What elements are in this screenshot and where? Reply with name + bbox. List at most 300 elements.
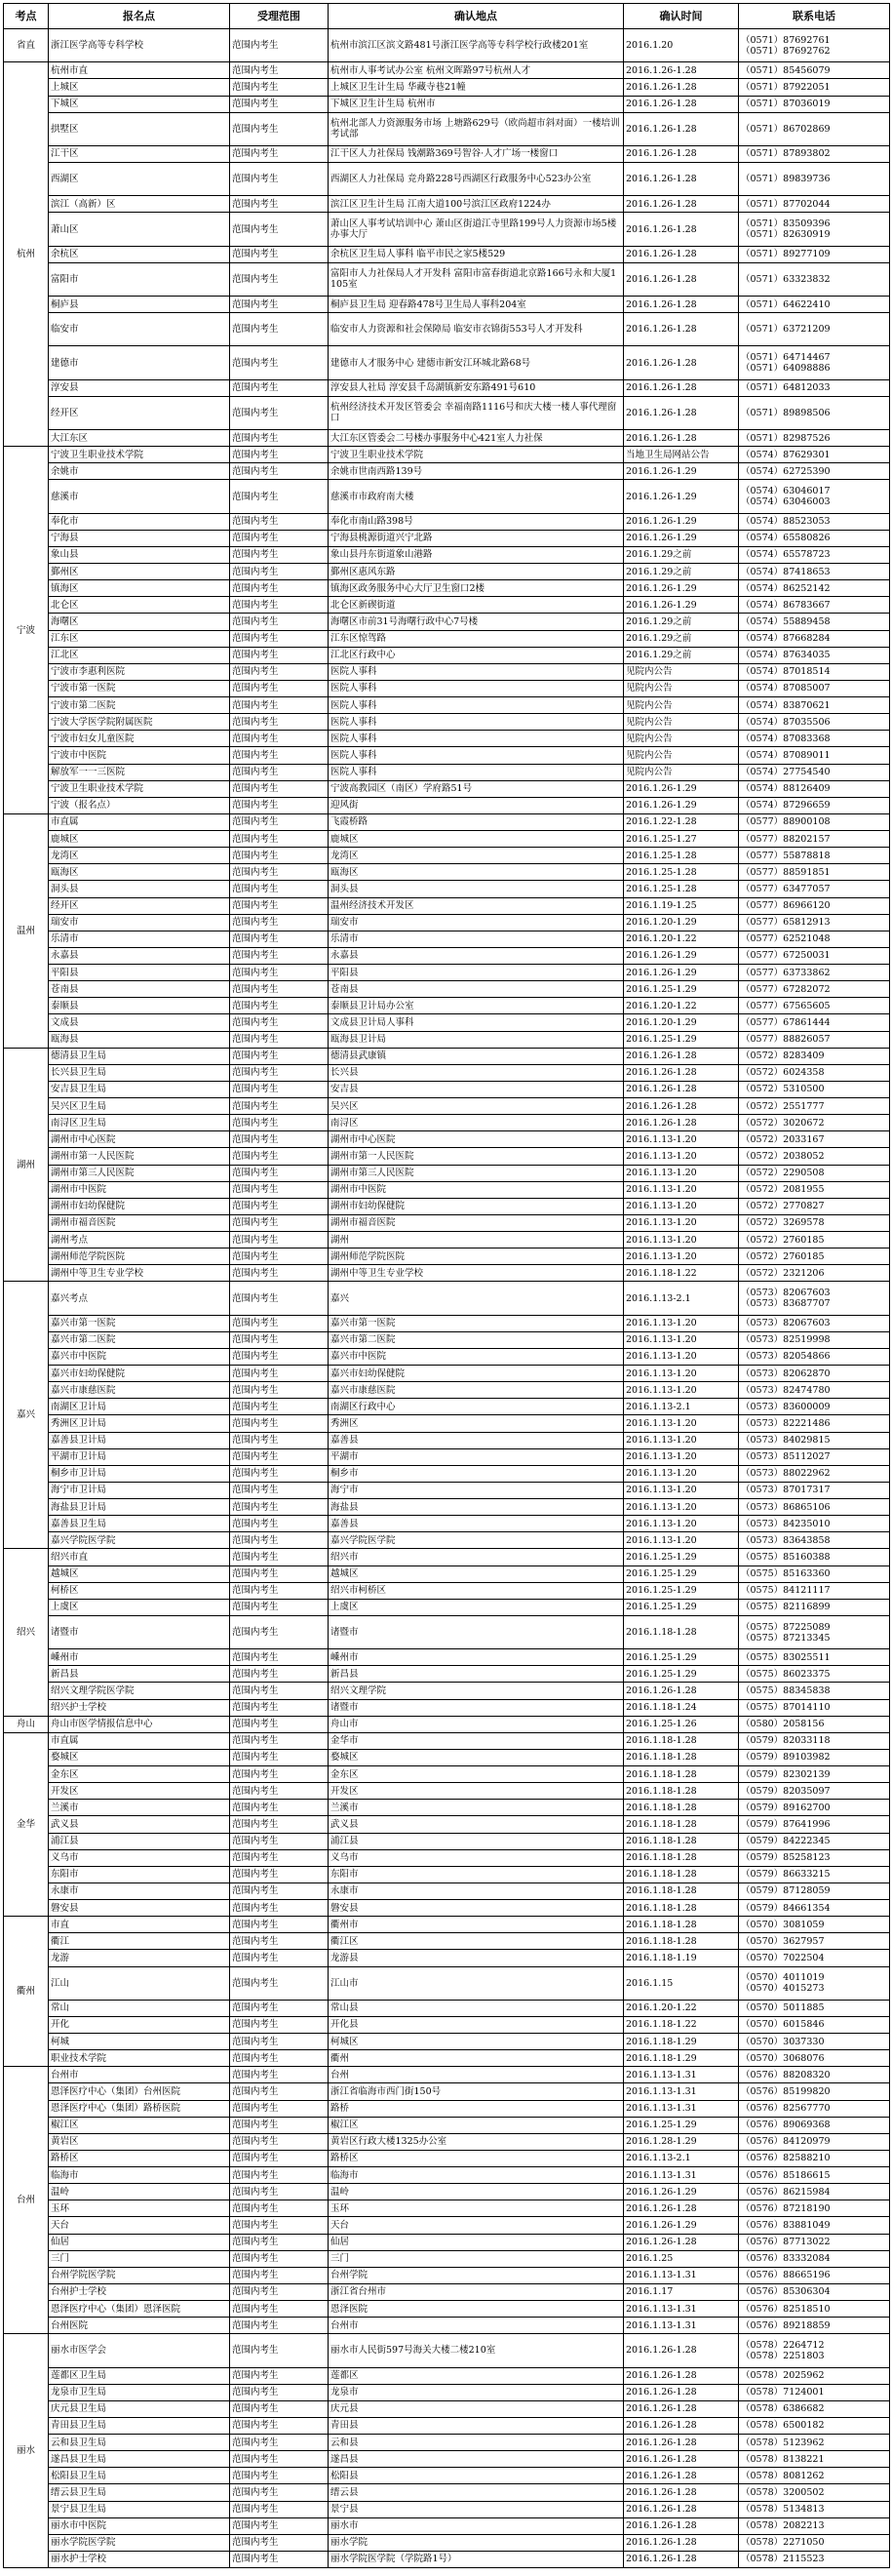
shijian-cell: 2016.1.25-1.29 bbox=[624, 1565, 739, 1582]
baomingdian-cell: 泰顺县 bbox=[49, 998, 230, 1014]
didian-cell: 云和县 bbox=[329, 2435, 624, 2451]
didian-cell: 余姚市世南西路139号 bbox=[329, 463, 624, 480]
didian-cell: 恩泽医院 bbox=[329, 2301, 624, 2318]
baomingdian-cell: 台州市 bbox=[49, 2067, 230, 2083]
didian-cell: 湖州 bbox=[329, 1232, 624, 1248]
dianhua-cell: （0578）2025962 bbox=[739, 2367, 890, 2384]
baomingdian-cell: 丽水市中医院 bbox=[49, 2517, 230, 2534]
table-row bbox=[4, 2117, 890, 2133]
baomingdian-cell: 嘉兴市第一医院 bbox=[49, 1315, 230, 1331]
didian-cell: 医院人事科 bbox=[329, 731, 624, 747]
table-row bbox=[4, 1165, 890, 1181]
fanwei-cell: 范围内考生 bbox=[230, 2067, 329, 2083]
shijian-cell: 2016.1.26-1.29 bbox=[624, 463, 739, 480]
baomingdian-cell: 嘉兴市第二医院 bbox=[49, 1331, 230, 1348]
dianhua-cell: （0578）6386682 bbox=[739, 2400, 890, 2417]
didian-cell: 北仑区新碶街道 bbox=[329, 597, 624, 614]
table-row bbox=[4, 246, 890, 262]
table-row bbox=[4, 313, 890, 346]
fanwei-cell: 范围内考生 bbox=[230, 813, 329, 830]
table-row bbox=[4, 1331, 890, 1348]
table-body bbox=[4, 29, 890, 2568]
shijian-cell: 2016.1.25-1.29 bbox=[624, 1582, 739, 1599]
table-row bbox=[4, 1917, 890, 1933]
dianhua-cell: （0571）83509396 （0571）82630919 bbox=[739, 213, 890, 246]
table-row bbox=[4, 2184, 890, 2200]
baomingdian-cell: 西湖区 bbox=[49, 163, 230, 196]
table-row bbox=[4, 2517, 890, 2534]
fanwei-cell: 范围内考生 bbox=[230, 1248, 329, 1265]
header-fanwei: 受理范围 bbox=[230, 4, 329, 29]
fanwei-cell: 范围内考生 bbox=[230, 1098, 329, 1115]
shijian-cell: 2016.1.26-1.28 bbox=[624, 246, 739, 262]
fanwei-cell: 范围内考生 bbox=[230, 1198, 329, 1214]
dianhua-cell: （0575）86023375 bbox=[739, 1666, 890, 1683]
fanwei-cell: 范围内考生 bbox=[230, 1064, 329, 1081]
shijian-cell: 2016.1.28-1.29 bbox=[624, 2133, 739, 2150]
baomingdian-cell: 宁波市第二医院 bbox=[49, 697, 230, 714]
dianhua-cell: （0576）87218190 bbox=[739, 2200, 890, 2217]
baomingdian-cell: 开发区 bbox=[49, 1783, 230, 1800]
shijian-cell: 2016.1.25-1.29 bbox=[624, 1649, 739, 1666]
table-row bbox=[4, 1432, 890, 1448]
dianhua-cell: （0571）87036019 bbox=[739, 96, 890, 112]
fanwei-cell: 范围内考生 bbox=[230, 2451, 329, 2468]
fanwei-cell: 范围内考生 bbox=[230, 530, 329, 546]
table-row bbox=[4, 597, 890, 614]
table-row bbox=[4, 2050, 890, 2067]
fanwei-cell: 范围内考生 bbox=[230, 2083, 329, 2100]
fanwei-cell: 范围内考生 bbox=[230, 262, 329, 296]
didian-cell: 衢江区 bbox=[329, 1933, 624, 1950]
didian-cell: 嵊州市 bbox=[329, 1649, 624, 1666]
baomingdian-cell: 丽水市医学会 bbox=[49, 2334, 230, 2367]
fanwei-cell: 范围内考生 bbox=[230, 2133, 329, 2150]
dianhua-cell: （0574）55889458 bbox=[739, 614, 890, 630]
table-row bbox=[4, 1582, 890, 1599]
dianhua-cell: （0577）86966120 bbox=[739, 897, 890, 914]
dianhua-cell: （0573）85112027 bbox=[739, 1448, 890, 1465]
baomingdian-cell: 绍兴护士学校 bbox=[49, 1699, 230, 1716]
baomingdian-cell: 南浔区卫生局 bbox=[49, 1115, 230, 1131]
baomingdian-cell: 婺城区 bbox=[49, 1749, 230, 1765]
dianhua-cell: （0573）82054866 bbox=[739, 1348, 890, 1365]
dianhua-cell: （0570）5011885 bbox=[739, 2000, 890, 2016]
baomingdian-cell: 遂昌县卫生局 bbox=[49, 2451, 230, 2468]
dianhua-cell: （0573）82474780 bbox=[739, 1382, 890, 1399]
baomingdian-cell: 金东区 bbox=[49, 1766, 230, 1783]
fanwei-cell: 范围内考生 bbox=[230, 379, 329, 396]
shijian-cell: 2016.1.26-1.29 bbox=[624, 2217, 739, 2234]
baomingdian-cell: 永嘉县 bbox=[49, 947, 230, 964]
didian-cell: 瓯海县卫计局 bbox=[329, 1031, 624, 1048]
fanwei-cell: 范围内考生 bbox=[230, 1282, 329, 1315]
didian-cell: 玉环 bbox=[329, 2200, 624, 2217]
baomingdian-cell: 嘉善县卫生局 bbox=[49, 1516, 230, 1532]
baomingdian-cell: 嘉兴考点 bbox=[49, 1282, 230, 1315]
didian-cell: 江干区人力社保局 钱潮路369号智谷·人才广场一楼窗口 bbox=[329, 145, 624, 162]
fanwei-cell: 范围内考生 bbox=[230, 2200, 329, 2217]
dianhua-cell: （0579）86633215 bbox=[739, 1866, 890, 1882]
table-row bbox=[4, 1366, 890, 1382]
shijian-cell: 2016.1.13-1.31 bbox=[624, 2067, 739, 2083]
fanwei-cell: 范围内考生 bbox=[230, 2283, 329, 2300]
kaodian-cell: 湖州 bbox=[4, 1048, 49, 1282]
baomingdian-cell: 余杭区 bbox=[49, 246, 230, 262]
fanwei-cell: 范围内考生 bbox=[230, 1048, 329, 1064]
kaodian-cell: 舟山 bbox=[4, 1716, 49, 1732]
fanwei-cell: 范围内考生 bbox=[230, 1866, 329, 1882]
table-row bbox=[4, 1098, 890, 1115]
dianhua-cell: （0572）2321206 bbox=[739, 1265, 890, 1282]
didian-cell: 湖州师范学院医院 bbox=[329, 1248, 624, 1265]
shijian-cell: 2016.1.26-1.28 bbox=[624, 62, 739, 79]
baomingdian-cell: 富阳市 bbox=[49, 262, 230, 296]
baomingdian-cell: 淳安县 bbox=[49, 379, 230, 396]
didian-cell: 莲都区 bbox=[329, 2367, 624, 2384]
dianhua-cell: （0573）84235010 bbox=[739, 1516, 890, 1532]
shijian-cell: 2016.1.26-1.29 bbox=[624, 965, 739, 981]
dianhua-cell: （0571）85456079 bbox=[739, 62, 890, 79]
baomingdian-cell: 上城区 bbox=[49, 79, 230, 96]
dianhua-cell: （0573）82067603 bbox=[739, 1315, 890, 1331]
dianhua-cell: （0575）88345838 bbox=[739, 1683, 890, 1699]
dianhua-cell: （0578）2082213 bbox=[739, 2517, 890, 2534]
fanwei-cell: 范围内考生 bbox=[230, 1516, 329, 1532]
fanwei-cell: 范围内考生 bbox=[230, 313, 329, 346]
table-row bbox=[4, 1048, 890, 1064]
didian-cell: 桐庐县卫生局 迎春路478号卫生局人事科204室 bbox=[329, 297, 624, 313]
didian-cell: 嘉兴学院医学院 bbox=[329, 1532, 624, 1549]
shijian-cell: 2016.1.26-1.29 bbox=[624, 597, 739, 614]
table-row bbox=[4, 79, 890, 96]
baomingdian-cell: 莲都区卫生局 bbox=[49, 2367, 230, 2384]
table-row bbox=[4, 2435, 890, 2451]
kaodian-cell: 省直 bbox=[4, 29, 49, 62]
dianhua-cell: （0574）87089011 bbox=[739, 747, 890, 764]
baomingdian-cell: 江干区 bbox=[49, 145, 230, 162]
shijian-cell: 2016.1.13-1.20 bbox=[624, 1415, 739, 1432]
fanwei-cell: 范围内考生 bbox=[230, 1582, 329, 1599]
didian-cell: 镇海区政务服务中心大厅卫生窗口2楼 bbox=[329, 580, 624, 597]
didian-cell: 湖州市中心医院 bbox=[329, 1131, 624, 1148]
shijian-cell: 2016.1.26-1.29 bbox=[624, 797, 739, 813]
shijian-cell: 2016.1.13-1.31 bbox=[624, 2083, 739, 2100]
table-row bbox=[4, 1081, 890, 1097]
fanwei-cell: 范围内考生 bbox=[230, 780, 329, 797]
fanwei-cell: 范围内考生 bbox=[230, 747, 329, 764]
fanwei-cell: 范围内考生 bbox=[230, 1131, 329, 1148]
fanwei-cell: 范围内考生 bbox=[230, 1882, 329, 1899]
shijian-cell: 2016.1.13-1.31 bbox=[624, 2301, 739, 2318]
table-row bbox=[4, 831, 890, 848]
didian-cell: 富阳市人力社保局人才开发科 富阳市富春街道北京路166号永和大厦1105室 bbox=[329, 262, 624, 296]
dianhua-cell: （0573）82067603 （0573）83687707 bbox=[739, 1282, 890, 1315]
shijian-cell: 2016.1.25-1.28 bbox=[624, 864, 739, 881]
table-row bbox=[4, 1315, 890, 1331]
table-row bbox=[4, 1516, 890, 1532]
shijian-cell: 2016.1.18-1.28 bbox=[624, 1615, 739, 1648]
shijian-cell: 2016.1.13-1.20 bbox=[624, 1232, 739, 1248]
didian-cell: 迎风街 bbox=[329, 797, 624, 813]
didian-cell: 平湖市 bbox=[329, 1448, 624, 1465]
didian-cell: 嘉兴市第一医院 bbox=[329, 1315, 624, 1331]
shijian-cell: 2016.1.13-1.20 bbox=[624, 1181, 739, 1198]
didian-cell: 飞霞桥路 bbox=[329, 813, 624, 830]
fanwei-cell: 范围内考生 bbox=[230, 2318, 329, 2334]
table-row bbox=[4, 2067, 890, 2083]
fanwei-cell: 范围内考生 bbox=[230, 2384, 329, 2400]
table-row bbox=[4, 480, 890, 513]
dianhua-cell: （0573）83600009 bbox=[739, 1399, 890, 1415]
table-row bbox=[4, 379, 890, 396]
baomingdian-cell: 青田县卫生局 bbox=[49, 2417, 230, 2434]
dianhua-cell: （0572）2081955 bbox=[739, 1181, 890, 1198]
fanwei-cell: 范围内考生 bbox=[230, 1649, 329, 1666]
shijian-cell: 2016.1.25-1.28 bbox=[624, 848, 739, 864]
shijian-cell: 2016.1.18-1.28 bbox=[624, 1866, 739, 1882]
shijian-cell: 2016.1.25-1.29 bbox=[624, 2117, 739, 2133]
table-row bbox=[4, 1198, 890, 1214]
didian-cell: 庆元县 bbox=[329, 2400, 624, 2417]
shijian-cell: 2016.1.18-1.28 bbox=[624, 1800, 739, 1816]
dianhua-cell: （0572）2038052 bbox=[739, 1148, 890, 1165]
baomingdian-cell: 仙居 bbox=[49, 2234, 230, 2250]
fanwei-cell: 范围内考生 bbox=[230, 2250, 329, 2267]
fanwei-cell: 范围内考生 bbox=[230, 614, 329, 630]
fanwei-cell: 范围内考生 bbox=[230, 597, 329, 614]
didian-cell: 奉化市南山路398号 bbox=[329, 513, 624, 530]
shijian-cell: 2016.1.26-1.28 bbox=[624, 2517, 739, 2534]
baomingdian-cell: 龙泉市卫生局 bbox=[49, 2384, 230, 2400]
didian-cell: 乐清市 bbox=[329, 931, 624, 947]
table-row bbox=[4, 2301, 890, 2318]
shijian-cell: 2016.1.26-1.28 bbox=[624, 1081, 739, 1097]
fanwei-cell: 范围内考生 bbox=[230, 1933, 329, 1950]
dianhua-cell: （0579）87641996 bbox=[739, 1816, 890, 1833]
didian-cell: 天台 bbox=[329, 2217, 624, 2234]
shijian-cell: 2016.1.13-1.20 bbox=[624, 1348, 739, 1365]
shijian-cell: 2016.1.18-1.29 bbox=[624, 2050, 739, 2067]
didian-cell: 医院人事科 bbox=[329, 680, 624, 696]
didian-cell: 金东区 bbox=[329, 1766, 624, 1783]
baomingdian-cell: 瓯海区 bbox=[49, 864, 230, 881]
shijian-cell: 见院内公告 bbox=[624, 697, 739, 714]
dianhua-cell: （0574）27754540 bbox=[739, 764, 890, 780]
fanwei-cell: 范围内考生 bbox=[230, 346, 329, 379]
didian-cell: 诸暨市 bbox=[329, 1615, 624, 1648]
didian-cell: 安吉县 bbox=[329, 1081, 624, 1097]
dianhua-cell: （0573）88022962 bbox=[739, 1465, 890, 1482]
fanwei-cell: 范围内考生 bbox=[230, 1683, 329, 1699]
shijian-cell: 2016.1.26-1.28 bbox=[624, 96, 739, 112]
shijian-cell: 2016.1.26-1.28 bbox=[624, 1115, 739, 1131]
fanwei-cell: 范围内考生 bbox=[230, 2167, 329, 2184]
dianhua-cell: （0578）5123962 bbox=[739, 2435, 890, 2451]
shijian-cell: 见院内公告 bbox=[624, 680, 739, 696]
shijian-cell: 2016.1.26-1.28 bbox=[624, 196, 739, 213]
fanwei-cell: 范围内考生 bbox=[230, 1749, 329, 1765]
shijian-cell: 2016.1.13-1.20 bbox=[624, 1165, 739, 1181]
baomingdian-cell: 绍兴文理学院医学院 bbox=[49, 1683, 230, 1699]
baomingdian-cell: 武义县 bbox=[49, 1816, 230, 1833]
shijian-cell: 2016.1.25-1.28 bbox=[624, 881, 739, 897]
dianhua-cell: （0572）2770827 bbox=[739, 1198, 890, 1214]
baomingdian-cell: 乐清市 bbox=[49, 931, 230, 947]
fanwei-cell: 范围内考生 bbox=[230, 881, 329, 897]
fanwei-cell: 范围内考生 bbox=[230, 196, 329, 213]
fanwei-cell: 范围内考生 bbox=[230, 1950, 329, 1966]
fanwei-cell: 范围内考生 bbox=[230, 1315, 329, 1331]
didian-cell: 柯城区 bbox=[329, 2034, 624, 2050]
didian-cell: 衢州市 bbox=[329, 1917, 624, 1933]
table-row bbox=[4, 96, 890, 112]
fanwei-cell: 范围内考生 bbox=[230, 564, 329, 580]
dianhua-cell: （0578）2271050 bbox=[739, 2534, 890, 2551]
fanwei-cell: 范围内考生 bbox=[230, 1833, 329, 1849]
didian-cell: 绍兴市 bbox=[329, 1549, 624, 1565]
baomingdian-cell: 市直 bbox=[49, 1917, 230, 1933]
fanwei-cell: 范围内考生 bbox=[230, 731, 329, 747]
shijian-cell: 2016.1.17 bbox=[624, 2283, 739, 2300]
fanwei-cell: 范围内考生 bbox=[230, 1599, 329, 1615]
didian-cell: 江北区行政中心 bbox=[329, 647, 624, 663]
dianhua-cell: （0577）65812913 bbox=[739, 914, 890, 931]
shijian-cell: 2016.1.26-1.28 bbox=[624, 1098, 739, 1115]
shijian-cell: 2016.1.25-1.29 bbox=[624, 1599, 739, 1615]
didian-cell: 医院人事科 bbox=[329, 697, 624, 714]
dianhua-cell: （0571）63721209 bbox=[739, 313, 890, 346]
shijian-cell: 2016.1.13-1.31 bbox=[624, 2267, 739, 2283]
fanwei-cell: 范围内考生 bbox=[230, 1232, 329, 1248]
didian-cell: 江东区惊驾路 bbox=[329, 630, 624, 647]
shijian-cell: 2016.1.26-1.28 bbox=[624, 2234, 739, 2250]
shijian-cell: 2016.1.18-1.22 bbox=[624, 2016, 739, 2033]
shijian-cell: 2016.1.25-1.26 bbox=[624, 1716, 739, 1732]
table-row bbox=[4, 1649, 890, 1666]
fanwei-cell: 范围内考生 bbox=[230, 2184, 329, 2200]
dianhua-cell: （0570）3037330 bbox=[739, 2034, 890, 2050]
dianhua-cell: （0570）3081059 bbox=[739, 1917, 890, 1933]
didian-cell: 丽水学院医学院（学院路1号） bbox=[329, 2551, 624, 2567]
baomingdian-cell: 经开区 bbox=[49, 897, 230, 914]
table-row bbox=[4, 2484, 890, 2501]
fanwei-cell: 范围内考生 bbox=[230, 864, 329, 881]
didian-cell: 湖州市第三人民医院 bbox=[329, 1165, 624, 1181]
baomingdian-cell: 湖州师范学院医院 bbox=[49, 1248, 230, 1265]
baomingdian-cell: 龙湾区 bbox=[49, 848, 230, 864]
header-shijian: 确认时间 bbox=[624, 4, 739, 29]
fanwei-cell: 范围内考生 bbox=[230, 2267, 329, 2283]
shijian-cell: 见院内公告 bbox=[624, 747, 739, 764]
dianhua-cell: （0572）2760185 bbox=[739, 1248, 890, 1265]
shijian-cell: 2016.1.20-1.22 bbox=[624, 931, 739, 947]
baomingdian-cell: 恩泽医疗中心（集团）路桥医院 bbox=[49, 2100, 230, 2117]
shijian-cell: 见院内公告 bbox=[624, 714, 739, 731]
didian-cell: 永嘉县 bbox=[329, 947, 624, 964]
table-row bbox=[4, 914, 890, 931]
shijian-cell: 2016.1.26-1.28 bbox=[624, 2435, 739, 2451]
shijian-cell: 2016.1.13-1.20 bbox=[624, 1382, 739, 1399]
dianhua-cell: （0574）87634035 bbox=[739, 647, 890, 663]
shijian-cell: 2016.1.18-1.29 bbox=[624, 2034, 739, 2050]
shijian-cell: 2016.1.26-1.28 bbox=[624, 2334, 739, 2367]
fanwei-cell: 范围内考生 bbox=[230, 145, 329, 162]
fanwei-cell: 范围内考生 bbox=[230, 2000, 329, 2016]
table-row bbox=[4, 1732, 890, 1749]
baomingdian-cell: 鹿城区 bbox=[49, 831, 230, 848]
shijian-cell: 2016.1.18-1.28 bbox=[624, 1849, 739, 1866]
table-row bbox=[4, 1014, 890, 1031]
fanwei-cell: 范围内考生 bbox=[230, 513, 329, 530]
table-row bbox=[4, 430, 890, 447]
table-row bbox=[4, 2334, 890, 2367]
table-row bbox=[4, 546, 890, 563]
fanwei-cell: 范围内考生 bbox=[230, 1382, 329, 1399]
table-row bbox=[4, 1448, 890, 1465]
baomingdian-cell: 慈溪市 bbox=[49, 480, 230, 513]
fanwei-cell: 范围内考生 bbox=[230, 831, 329, 848]
table-row bbox=[4, 346, 890, 379]
didian-cell: 杭州市人事考试办公室 杭州文晖路97号杭州人才 bbox=[329, 62, 624, 79]
baomingdian-cell: 嘉兴学院医学院 bbox=[49, 1532, 230, 1549]
table-row bbox=[4, 513, 890, 530]
fanwei-cell: 范围内考生 bbox=[230, 463, 329, 480]
didian-cell: 上虞区 bbox=[329, 1599, 624, 1615]
table-row bbox=[4, 764, 890, 780]
shijian-cell: 2016.1.18-1.28 bbox=[624, 1749, 739, 1765]
table-row bbox=[4, 780, 890, 797]
fanwei-cell: 范围内考生 bbox=[230, 897, 329, 914]
table-row bbox=[4, 2133, 890, 2150]
didian-cell: 南浔区 bbox=[329, 1115, 624, 1131]
baomingdian-cell: 南湖区卫计局 bbox=[49, 1399, 230, 1415]
didian-cell: 医院人事科 bbox=[329, 714, 624, 731]
dianhua-cell: （0576）86215984 bbox=[739, 2184, 890, 2200]
shijian-cell: 2016.1.13-1.20 bbox=[624, 1248, 739, 1265]
fanwei-cell: 范围内考生 bbox=[230, 213, 329, 246]
dianhua-cell: （0578）2264712 （0578）2251803 bbox=[739, 2334, 890, 2367]
didian-cell: 平阳县 bbox=[329, 965, 624, 981]
shijian-cell: 2016.1.26-1.28 bbox=[624, 145, 739, 162]
shijian-cell: 2016.1.26-1.28 bbox=[624, 2384, 739, 2400]
baomingdian-cell: 磐安县 bbox=[49, 1900, 230, 1917]
table-row bbox=[4, 196, 890, 213]
dianhua-cell: （0577）67565605 bbox=[739, 998, 890, 1014]
kaodian-cell: 金华 bbox=[4, 1732, 49, 1916]
table-row bbox=[4, 1382, 890, 1399]
fanwei-cell: 范围内考生 bbox=[230, 1849, 329, 1866]
fanwei-cell: 范围内考生 bbox=[230, 931, 329, 947]
didian-cell: 新昌县 bbox=[329, 1666, 624, 1683]
table-row bbox=[4, 697, 890, 714]
dianhua-cell: （0570）4011019 （0570）4015273 bbox=[739, 1966, 890, 2000]
dianhua-cell: （0578）5134813 bbox=[739, 2501, 890, 2517]
table-row bbox=[4, 1866, 890, 1882]
table-row bbox=[4, 881, 890, 897]
table-row bbox=[4, 897, 890, 914]
table-row bbox=[4, 1031, 890, 1048]
baomingdian-cell: 椒江区 bbox=[49, 2117, 230, 2133]
didian-cell: 温州经济技术开发区 bbox=[329, 897, 624, 914]
baomingdian-cell: 义乌市 bbox=[49, 1849, 230, 1866]
table-row bbox=[4, 864, 890, 881]
table-row bbox=[4, 931, 890, 947]
dianhua-cell: （0579）84661354 bbox=[739, 1900, 890, 1917]
fanwei-cell: 范围内考生 bbox=[230, 2217, 329, 2234]
shijian-cell: 当地卫生局网站公告 bbox=[624, 447, 739, 463]
baomingdian-cell: 宁波市第一医院 bbox=[49, 680, 230, 696]
